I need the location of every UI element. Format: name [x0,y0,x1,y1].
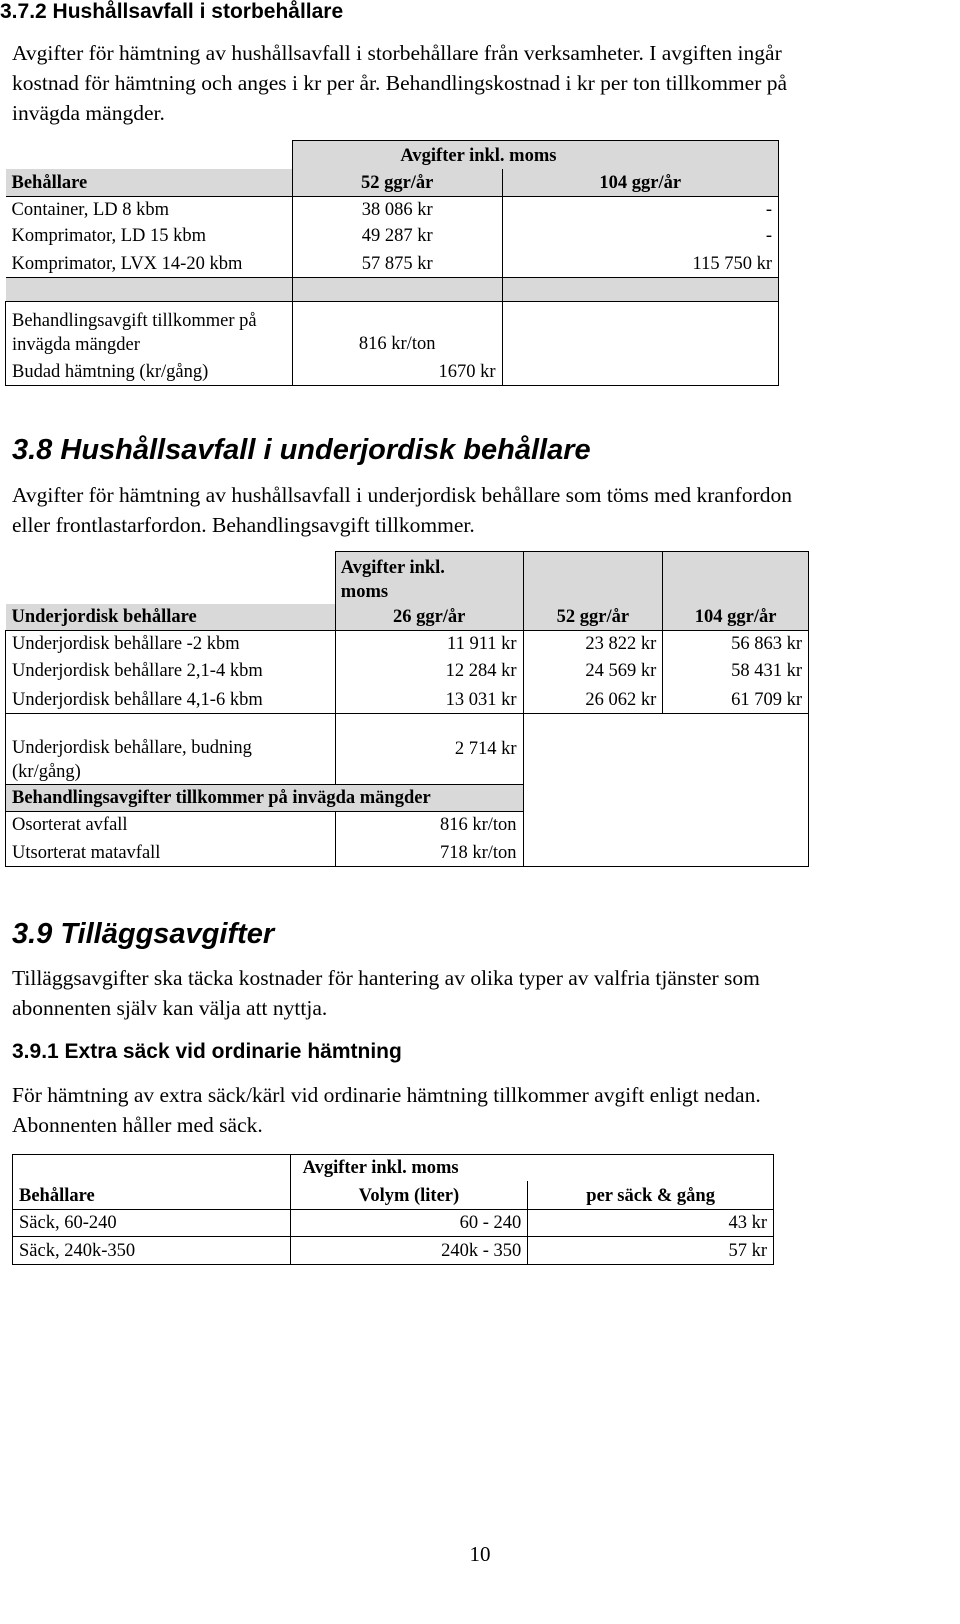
section-paragraph-3-9 [12,963,760,1023]
page-number: 10 [469,1542,491,1566]
table-cell: Komprimator, LVX 14-20 kbm [6,249,293,277]
table-cell: 718 kr/ton [335,838,523,866]
paragraph-line: eller frontlastarfordon. Behandlingsavgift tillkommer. [12,513,475,537]
column-header: 104 ggr/år [663,604,809,631]
table-extra-sack [12,1154,774,1265]
treatment-header: Behandlingsavgifter tillkommer på invägda mängder [6,784,524,811]
group-header [335,552,523,604]
cell-line: (kr/gång) [12,761,81,782]
paragraph-line: Tilläggsavgifter ska täcka kostnader för hantering av olika typer av valfria tjänster som [12,966,760,990]
column-header: Underjordisk behållare [6,604,336,631]
paragraph-line: kostnad för hämtning och anges i kr per år. Behandlingskostnad i kr per ton tillkommer på [12,71,788,95]
table-cell: 49 287 kr [292,223,502,249]
cell-line: invägda mängder [12,335,140,355]
table-cell [6,301,293,357]
table-cell: 240k - 350 [290,1236,528,1264]
table-cell: Utsorterat matavfall [6,838,336,866]
table-cell: 816 kr/ton [292,301,502,357]
column-header: Volym (liter) [290,1181,528,1209]
table-cell: Underjordisk behållare -2 kbm [6,630,336,657]
cell-line: moms [340,581,389,602]
table-underjordisk [5,551,809,867]
table-cell: 12 284 kr [335,657,523,684]
table-cell: 26 062 kr [523,684,663,713]
table-cell: 58 431 kr [663,657,809,684]
paragraph-line: Avgifter för hämtning av hushållsavfall i underjordisk behållare som töms med kranfordon [12,483,792,507]
group-header: Avgifter inkl. moms [290,1155,773,1182]
table-cell: 38 086 kr [292,197,502,224]
column-header: 52 ggr/år [523,604,663,631]
column-header: 104 ggr/år [502,169,779,197]
table-cell: 24 569 kr [523,657,663,684]
cell-line: Behandlingsavgift tillkommer på [12,311,257,331]
table-cell: Underjordisk behållare 2,1-4 kbm [6,657,336,684]
table-cell: 56 863 kr [663,630,809,657]
column-header: Behållare [13,1181,291,1209]
paragraph-line: Avgifter för hämtning av hushållsavfall i storbehållare från verksamheter. I avgiften ingår [12,41,782,65]
table-cell: 816 kr/ton [335,811,523,838]
section-paragraph-3-9-1 [12,1080,761,1140]
section-paragraph-3-7-2 [12,38,787,128]
cell-line: Avgifter inkl. [340,557,445,578]
paragraph-line: Abonnenten håller med säck. [12,1113,263,1137]
column-header: 26 ggr/år [335,604,523,631]
table-cell: 57 875 kr [292,249,502,277]
section-heading-3-7-2: 3.7.2 Hushållsavfall i storbehållare [0,0,344,23]
table-cell: 23 822 kr [523,630,663,657]
section-heading-3-9: 3.9 Tilläggsavgifter [12,918,275,950]
table-cell: Underjordisk behållare 4,1-6 kbm [6,684,336,713]
cell-line: Underjordisk behållare, budning [12,737,252,758]
table-cell: 13 031 kr [335,684,523,713]
table-cell: Budad hämtning (kr/gång) [6,357,293,385]
table-cell: Komprimator, LD 15 kbm [6,223,293,249]
column-header: per säck & gång [528,1181,774,1209]
table-cell: 57 kr [528,1236,774,1264]
table-cell: Container, LD 8 kbm [6,197,293,224]
paragraph-line: abonnenten själv kan välja att nyttja. [12,996,328,1020]
paragraph-line: För hämtning av extra säck/kärl vid ordinarie hämtning tillkommer avgift enligt nedan. [12,1083,761,1107]
column-header: 52 ggr/år [292,169,502,197]
table-cell: 60 - 240 [290,1209,528,1236]
group-header: Avgifter inkl. moms [292,141,778,169]
paragraph-line: invägda mängder. [12,101,165,125]
table-cell: 115 750 kr [502,249,779,277]
table-cell: Säck, 240k-350 [13,1236,291,1264]
section-heading-3-8: 3.8 Hushållsavfall i underjordisk behållare [12,434,591,466]
table-cell: 61 709 kr [663,684,809,713]
table-cell: - [502,197,779,224]
column-header: Behållare [6,169,293,197]
section-paragraph-3-8 [12,480,792,540]
table-cell: Säck, 60-240 [13,1209,291,1236]
table-cell: 11 911 kr [335,630,523,657]
table-cell: Osorterat avfall [6,811,336,838]
table-storbehallare [5,140,779,386]
table-cell: - [502,223,779,249]
table-cell: 1670 kr [292,357,502,385]
table-cell: 2 714 kr [335,713,523,784]
section-heading-3-9-1: 3.9.1 Extra säck vid ordinarie hämtning [12,1040,402,1063]
table-cell [6,713,336,784]
table-cell: 43 kr [528,1209,774,1236]
